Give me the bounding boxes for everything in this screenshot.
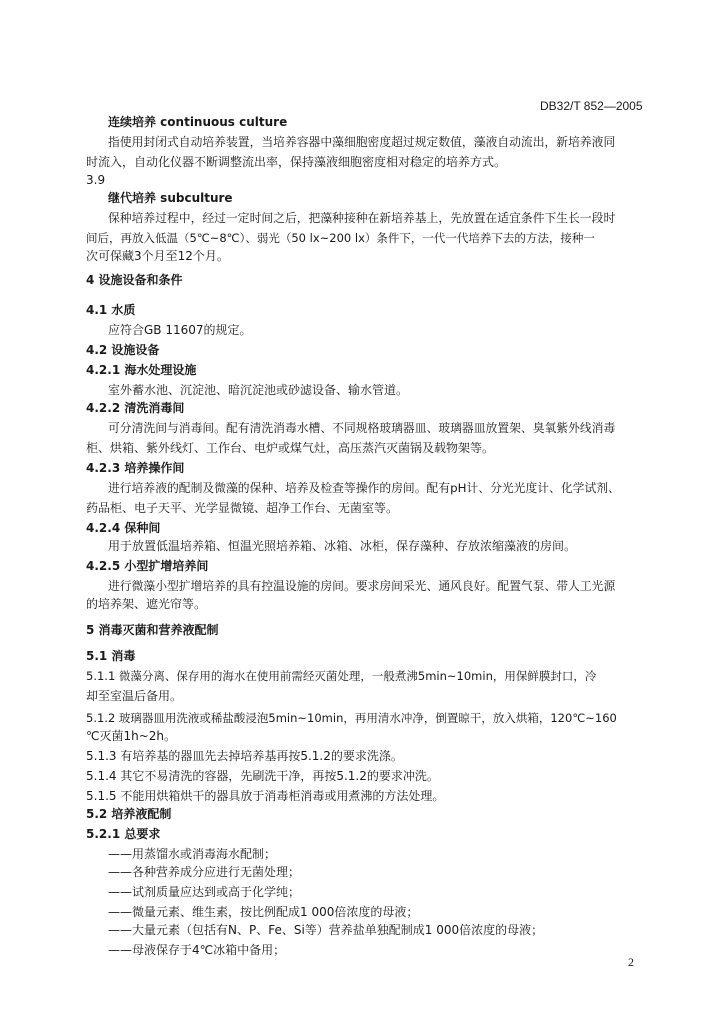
body-text-line: ℃灭菌1h~2h。 [86, 729, 177, 743]
body-text-line: 5.1.1 微藻分离、保存用的海水在使用前需经灭菌处理，一般煮沸5min~10min，用保鲜膜封口，冷 [86, 669, 597, 683]
clause-heading: 4.2.4 保种间 [86, 521, 161, 535]
term-title: 继代培养 subculture [108, 191, 233, 205]
page-number: 2 [628, 955, 634, 969]
body-text-line: 5.1.3 有培养基的器皿先去掉培养基再按5.1.2的要求洗涤。 [86, 749, 403, 763]
body-text-line: 间后，再放入低温（5℃~8℃）、弱光（50 lx~200 lx）条件下，一代一代培养下去的方法，接种一 [86, 231, 595, 245]
body-text-line: 的培养架、遮光帘等。 [86, 597, 207, 611]
section-heading: 5 消毒灭菌和营养液配制 [86, 623, 219, 637]
body-text-line: 5.1.5 不能用烘箱烘干的器具放于消毒柜消毒或用煮沸的方法处理。 [86, 789, 445, 803]
body-text-line: 用于放置低温培养箱、恒温光照培养箱、冰箱、冰柜，保存藻种、存放浓缩藻液的房间。 [108, 539, 577, 553]
clause-heading: 5.2.1 总要求 [86, 827, 161, 841]
body-text-line: 却至室温后备用。 [86, 689, 183, 703]
body-text-line: 应符合GB 11607的规定。 [108, 323, 252, 337]
clause-heading: 5.2 培养液配制 [86, 807, 172, 821]
clause-heading: 4.1 水质 [86, 303, 136, 317]
document-code: DB32/T 852—2005 [540, 99, 643, 113]
clause-number: 3.9 [86, 173, 106, 187]
term-title: 连续培养 continuous culture [108, 115, 288, 129]
list-item: ——母液保存于4℃冰箱中备用； [108, 943, 286, 957]
body-text-line: 进行培养液的配制及微藻的保种、培养及检查等操作的房间。配有pH计、分光光度计、化学试剂、 [108, 481, 620, 495]
list-item: ——大量元素（包括有N、P、Fe、Si等）营养盐单独配制成1 000倍浓度的母液； [108, 923, 544, 937]
list-item: ——试剂质量应达到或高于化学纯； [108, 885, 301, 899]
clause-heading: 4.2 设施设备 [86, 343, 160, 357]
body-text-line: 时流入，自动化仪器不断调整流出率，保持藻液细胞密度相对稳定的培养方式。 [86, 155, 507, 169]
list-item: ——用蒸馏水或消毒海水配制； [108, 847, 277, 861]
body-text-line: 次可保藏3个月至12个月。 [86, 249, 229, 263]
clause-heading: 4.2.2 清洗消毒间 [86, 401, 185, 415]
list-item: ——各种营养成分应进行无菌处理； [108, 865, 301, 879]
list-item: ——微量元素、维生素，按比例配成1 000倍浓度的母液； [108, 905, 419, 919]
clause-heading: 4.2.3 培养操作间 [86, 461, 185, 475]
body-text-line: 柜、烘箱、紫外线灯、工作台、电炉或煤气灶，高压蒸汽灭菌锅及载物架等。 [86, 441, 495, 455]
clause-heading: 5.1 消毒 [86, 649, 136, 663]
body-text-line: 5.1.4 其它不易清洗的容器，先刷洗干净，再按5.1.2的要求冲洗。 [86, 769, 439, 783]
clause-heading: 4.2.1 海水处理设施 [86, 363, 197, 377]
section-heading: 4 设施设备和条件 [86, 273, 183, 287]
body-text-line: 室外蓄水池、沉淀池、暗沉淀池或砂滤设备、输水管道。 [108, 383, 409, 397]
body-text-line: 进行微藻小型扩增培养的具有控温设施的房间。要求房间采光、通风良好。配置气泵、带人工光源 [108, 579, 616, 593]
body-text-line: 保种培养过程中，经过一定时间之后，把藻种接种在新培养基上，先放置在适宜条件下生长一段时 [108, 211, 616, 225]
body-text-line: 5.1.2 玻璃器皿用洗液或稀盐酸浸泡5min~10min，再用清水冲净，倒置晾干，放入烘箱，120℃~160 [86, 711, 617, 725]
clause-heading: 4.2.5 小型扩增培养间 [86, 559, 209, 573]
body-text-line: 药品柜、电子天平、光学显微镜、超净工作台、无菌室等。 [86, 501, 399, 515]
body-text-line: 可分清洗间与消毒间。配有清洗消毒水槽、不同规格玻璃器皿、玻璃器皿放置架、臭氧紫外线消毒 [108, 421, 616, 435]
body-text-line: 指使用封闭式自动培养装置，当培养容器中藻细胞密度超过规定数值，藻液自动流出，新培养液同 [108, 135, 616, 149]
